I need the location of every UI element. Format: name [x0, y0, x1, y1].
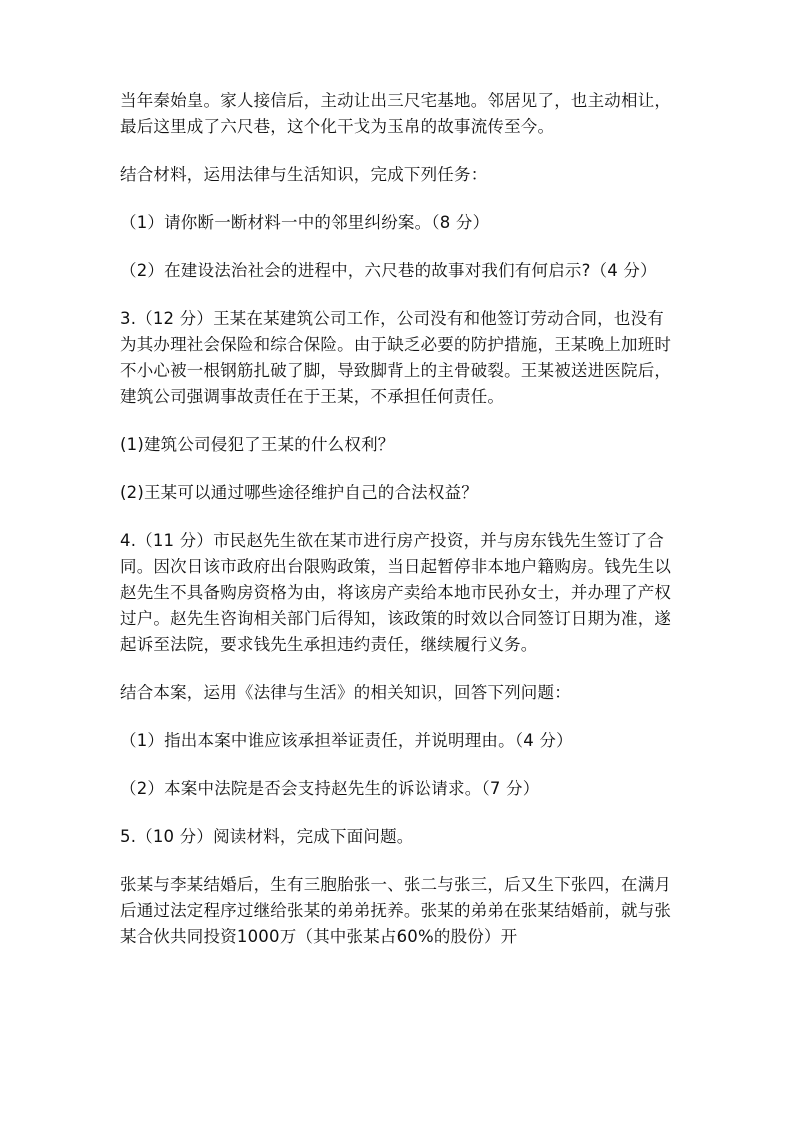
paragraph-task-intro: 结合材料，运用法律与生活知识，完成下列任务：	[120, 165, 488, 184]
question-5-material: 张某与李某结婚后，生有三胞胎张一、张二与张三，后又生下张四，在满月后通过法定程序过继给张某的弟弟抚养。张某的弟弟在张某结婚前，就与张某合伙共同投资1000万（其中张某占60%的股份）开	[120, 875, 672, 946]
document-page	[120, 88, 680, 972]
paragraph-story-ending: 当年秦始皇。家人接信后，主动让出三尺宅基地。邻居见了，也主动相让，最后这里成了六尺巷，这个化干戈为玉帛的故事流传至今。	[120, 91, 672, 136]
question-4-material: 4.（11 分）市民赵先生欲在某市进行房产投资，并与房东钱先生签订了合同。因次日该市政府出台限购政策，当日起暂停非本地户籍购房。钱先生以赵先生不具备购房资格为由，将该房产卖给本地市民孙女士，并办理了产权过户。赵先生咨询相关部门后得知，该政策的时效以合同签订日期为准，遂起诉至法院，要求钱先生承担违约责任，继续履行义务。	[120, 531, 672, 654]
question-4-intro: 结合本案，运用《法律与生活》的相关知识，回答下列问题：	[120, 683, 571, 702]
question-2-2: （2）在建设法治社会的进程中，六尺巷的故事对我们有何启示?（4 分）	[120, 261, 657, 280]
question-3-2: (2)王某可以通过哪些途径维护自己的合法权益？	[120, 483, 478, 502]
question-3-material: 3.（12 分）王某在某建筑公司工作，公司没有和他签订劳动合同，也没有为其办理社会保险和综合保险。由于缺乏必要的防护措施，王某晚上加班时不小心被一根钢筋扎破了脚，导致脚背上的主骨破裂。王某被送进医院后，建筑公司强调事故责任在于王某，不承担任何责任。	[120, 309, 672, 406]
question-4-1: （1）指出本案中谁应该承担举证责任，并说明理由。（4 分）	[120, 731, 573, 750]
question-2-1: （1）请你断一断材料一中的邻里纠纷案。（8 分）	[120, 213, 490, 232]
question-4-2: （2）本案中法院是否会支持赵先生的诉讼请求。（7 分）	[120, 779, 540, 798]
question-5-heading: 5.（10 分）阅读材料，完成下面问题。	[120, 827, 414, 846]
question-3-1: (1)建筑公司侵犯了王某的什么权利？	[120, 435, 395, 454]
